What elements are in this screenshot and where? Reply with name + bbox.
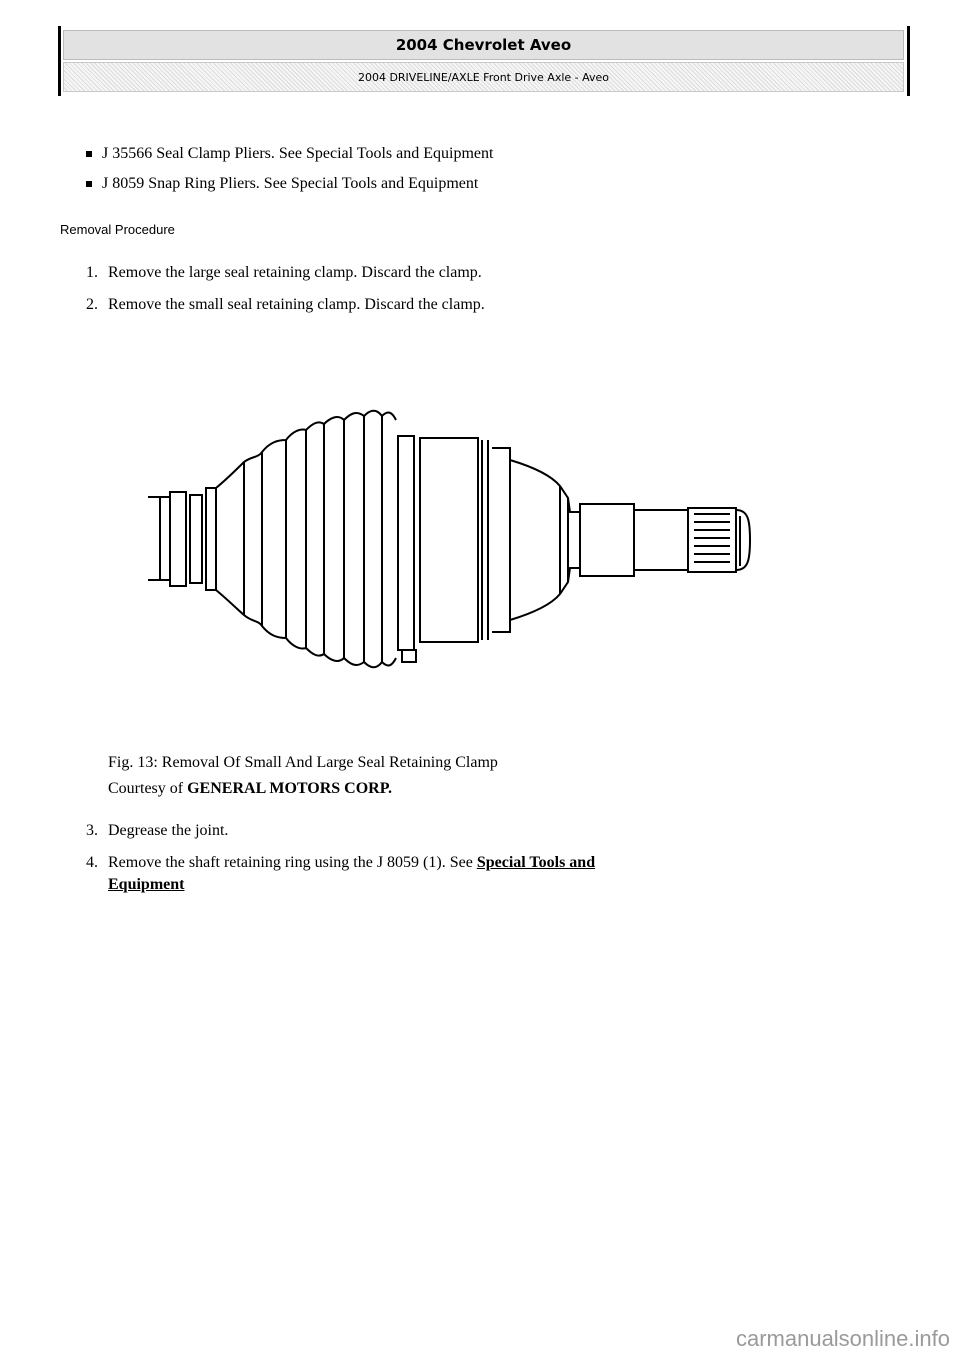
step-text: Remove the shaft retaining ring using the J 8059 (1). See (108, 854, 473, 871)
step-text: Remove the small seal retaining clamp. Discard the clamp. (108, 296, 485, 313)
document-subtitle: 2004 DRIVELINE/AXLE Front Drive Axle - Aveo (63, 62, 904, 92)
bullet-icon (86, 181, 92, 187)
special-tools-link[interactable]: Special Tools and (476, 854, 596, 871)
tools-list (86, 144, 493, 204)
step-text: Degrease the joint. (108, 822, 229, 839)
step-number: 3. (86, 822, 98, 839)
step-number: 2. (86, 296, 98, 313)
list-item: J 35566 Seal Clamp Pliers. See Special Tools and Equipment (86, 144, 493, 164)
document-title: 2004 Chevrolet Aveo (63, 30, 904, 60)
equipment-link[interactable]: Equipment (108, 876, 185, 893)
bullet-icon (86, 151, 92, 157)
figure-caption-text: Fig. 13: Removal Of Small And Large Seal Retaining Clamp (108, 754, 498, 771)
cv-joint-illustration (140, 405, 770, 680)
credit-name: GENERAL MOTORS CORP. (187, 780, 393, 797)
section-heading: Removal Procedure (60, 222, 175, 237)
step-number: 1. (86, 264, 98, 281)
list-item: J 8059 Snap Ring Pliers. See Special Tools and Equipment (86, 174, 493, 194)
step-text: Remove the large seal retaining clamp. Discard the clamp. (108, 264, 482, 281)
figure-caption (108, 750, 498, 802)
step-number: 4. (86, 854, 98, 871)
watermark: carmanualsonline.info (735, 1326, 950, 1351)
procedure-step (76, 852, 836, 900)
figure-credit: Courtesy of GENERAL MOTORS CORP. (108, 780, 393, 797)
